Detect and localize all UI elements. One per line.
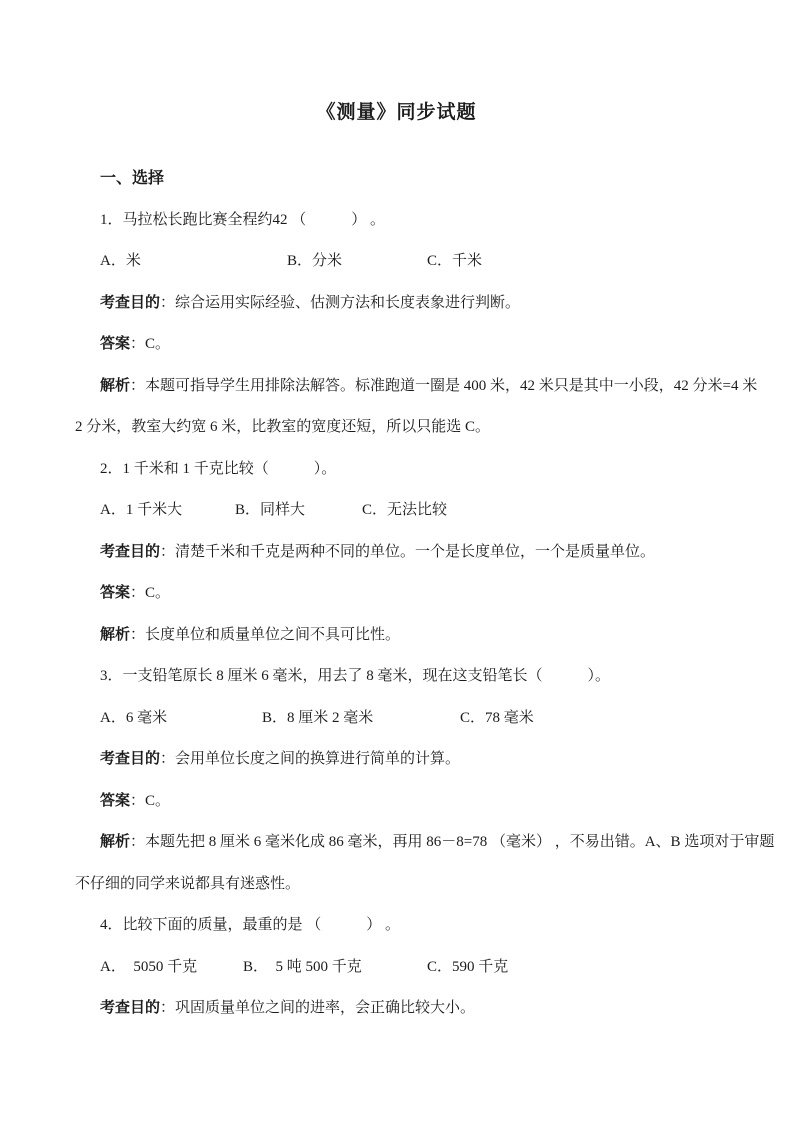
text-run: ：C。	[130, 792, 171, 809]
option-label: B．8 厘米 2 毫米	[262, 709, 374, 726]
q2-options	[75, 490, 723, 532]
text-run: ：会用单位长度之间的换算进行简单的计算。	[160, 751, 461, 767]
q3-options	[75, 698, 723, 740]
text-run: ：清楚千米和千克是两种不同的单位。一个是长度单位，一个是质量单位。	[160, 543, 656, 560]
text-run: ：本题先把 8 厘米 6 毫米化成 86 毫米，再用 86－8=78 （毫米） ，不易出错。A、B 选项对于审题	[130, 834, 775, 850]
q4-options	[75, 947, 723, 989]
q3-stem	[75, 656, 723, 698]
bold-label: 考查目的	[100, 543, 161, 560]
text-run: ：综合运用实际经验、估测方法和长度表象进行判断。	[160, 294, 521, 311]
q3-purpose	[75, 739, 723, 781]
option-label: A．1 千米大	[100, 502, 183, 518]
text-run: ：C。	[130, 585, 171, 601]
bold-label: 答案	[100, 336, 131, 352]
text-run: 3．一支铅笔原长 8 厘米 6 毫米，用去了 8 毫米，现在这支铅笔长（ ）。	[100, 668, 611, 684]
bold-label: 一、选择	[100, 170, 165, 187]
q2-analysis	[75, 615, 723, 657]
q3-analysis-line1	[75, 822, 775, 864]
option-label: B．同样大	[235, 502, 306, 518]
option-label: A．6 毫米	[100, 709, 168, 726]
q1-stem	[75, 200, 723, 242]
q1-analysis-line2	[75, 407, 723, 449]
text-run: ：巩固质量单位之间的进率，会正确比较大小。	[160, 1000, 476, 1016]
option-label: C．千米	[427, 253, 483, 269]
option-label: B． 5 吨 500 千克	[243, 958, 362, 975]
q4-stem	[75, 905, 723, 947]
text-run: ：本题可指导学生用排除法解答。标准跑道一圈是 400 米，42 米只是其中一小段，42 分米=4 米	[130, 377, 758, 394]
bold-label: 考查目的	[100, 751, 161, 767]
q2-answer	[75, 573, 723, 615]
bold-label: 答案	[100, 585, 131, 601]
q3-analysis-line2	[75, 864, 723, 906]
bold-label: 解析	[100, 377, 131, 394]
document-body	[75, 158, 775, 1030]
text-run: ：长度单位和质量单位之间不具可比性。	[130, 626, 401, 643]
option-label: C．590 千克	[427, 958, 509, 975]
q1-options	[75, 241, 723, 283]
text-run: 4．比较下面的质量，最重的是 （ ） 。	[100, 917, 401, 933]
option-label: A．米	[100, 253, 141, 269]
text-run: 2．1 千米和 1 千克比较（ ）。	[100, 460, 337, 477]
bold-label: 解析	[100, 834, 131, 850]
q1-analysis-line1	[75, 366, 758, 408]
option-label: B．分米	[287, 253, 343, 269]
text-run: 1．马拉松长跑比赛全程约42 （ ） 。	[100, 211, 386, 228]
bold-label: 答案	[100, 792, 131, 809]
section-heading	[75, 158, 723, 200]
text-run: 不仔细的同学来说都具有迷惑性。	[75, 875, 301, 892]
option-label: C．无法比较	[362, 502, 448, 518]
option-label: A． 5050 千克	[100, 958, 198, 975]
q2-purpose	[75, 532, 723, 574]
option-label: C．78 毫米	[460, 709, 534, 726]
q2-stem	[75, 449, 723, 491]
text-run: 2 分米，教室大约宽 6 米，比教室的宽度还短，所以只能选 C。	[75, 419, 491, 435]
bold-label: 考查目的	[100, 1000, 161, 1016]
q3-answer	[75, 781, 723, 823]
bold-label: 考查目的	[100, 294, 161, 311]
q4-purpose	[75, 988, 723, 1030]
page-title: 《测量》同步试题	[316, 102, 477, 123]
bold-label: 解析	[100, 626, 131, 643]
q1-answer	[75, 324, 723, 366]
q1-purpose	[75, 283, 723, 325]
text-run: ：C。	[130, 336, 171, 352]
